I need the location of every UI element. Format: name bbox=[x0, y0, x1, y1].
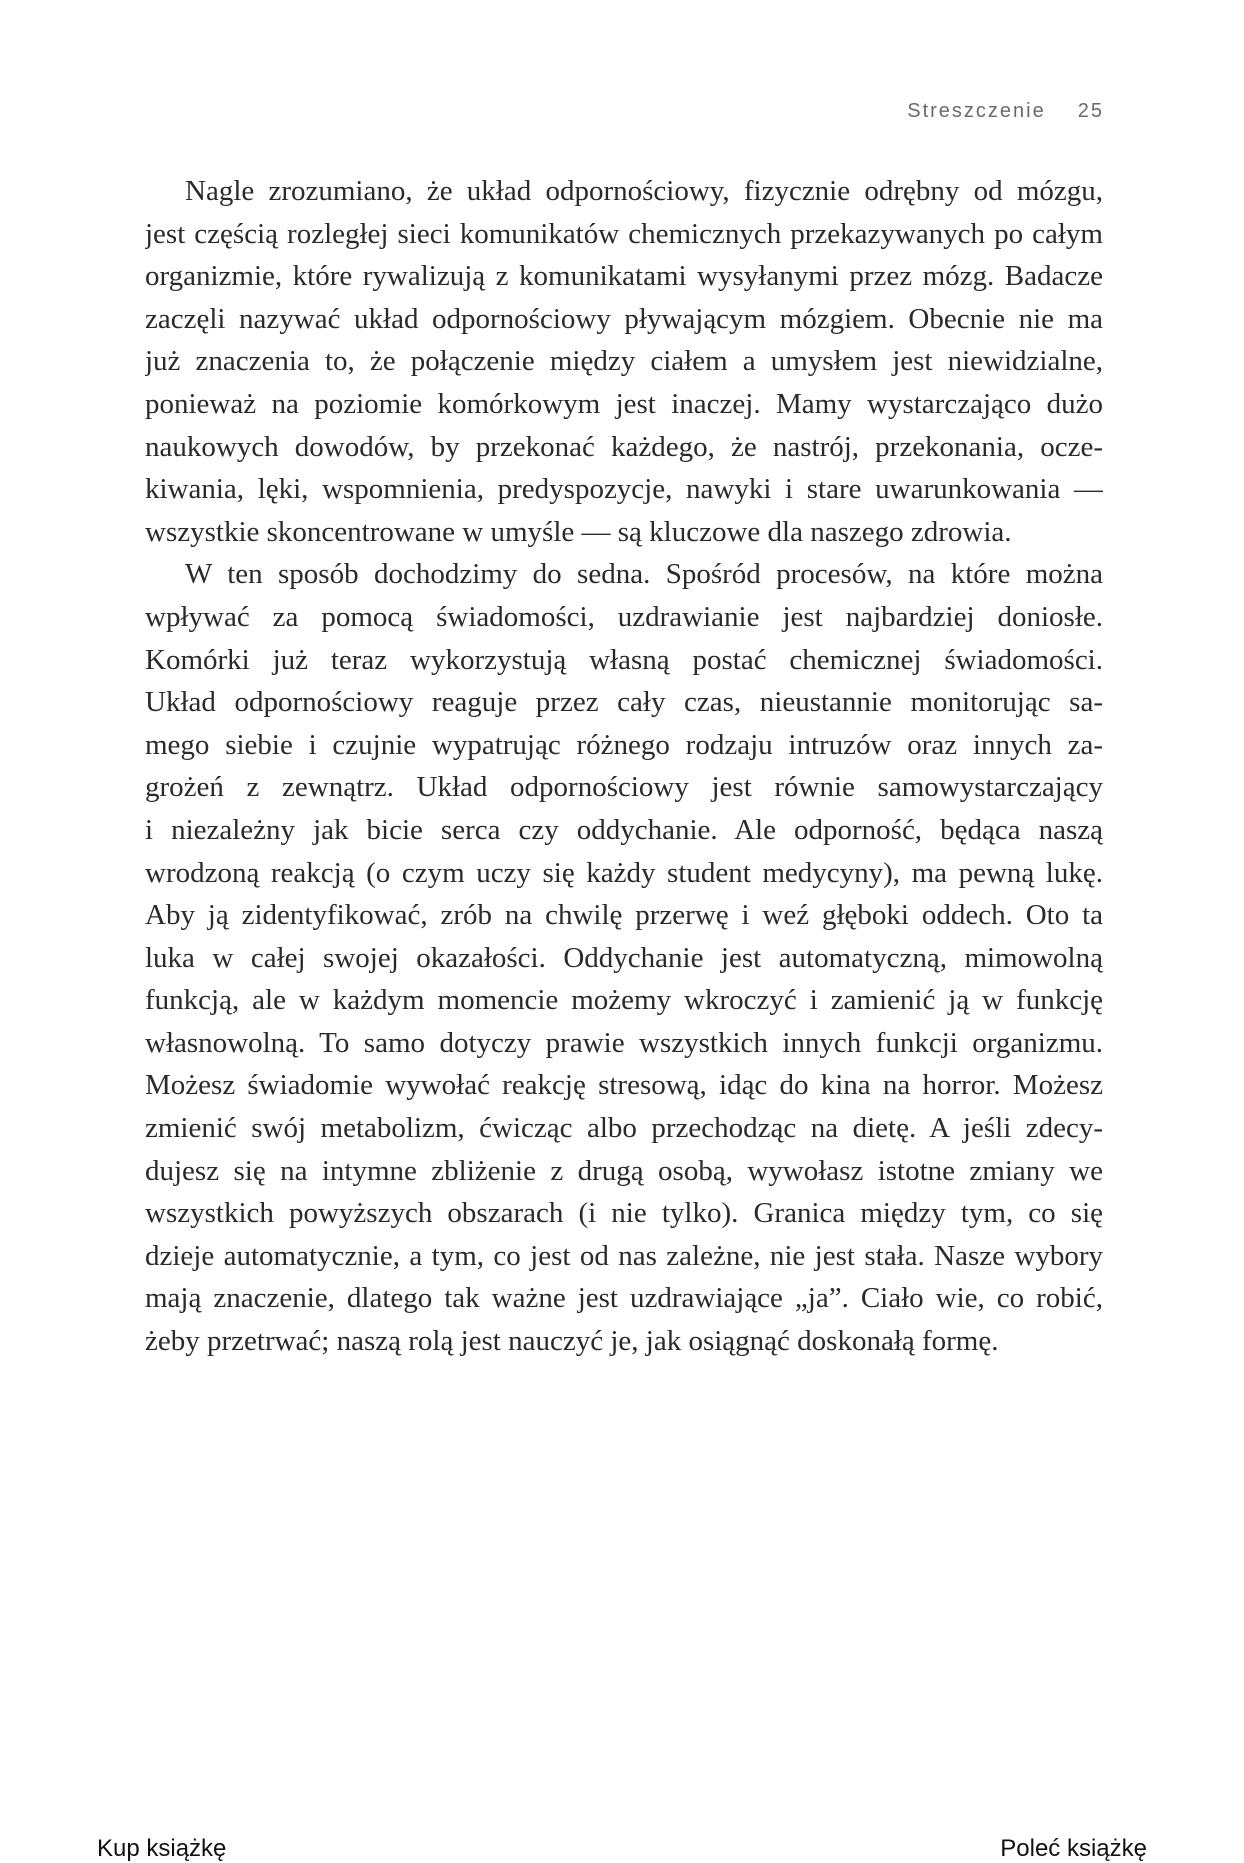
text-line: luka w całej swojej okazałości. Oddychanie jest automatyczną, mimowolną bbox=[145, 941, 1103, 974]
text-line: kiwania, lęki, wspomnienia, predyspozycje, nawyki i stare uwarunkowania — bbox=[145, 473, 1103, 506]
page-number: 25 bbox=[1077, 100, 1104, 122]
text-line: jest częścią rozległej sieci komunikatów chemicznych przekazywanych po całym bbox=[145, 217, 1103, 250]
paragraph-2 bbox=[145, 553, 1103, 1362]
text-line: W ten sposób dochodzimy do sedna. Spośród procesów, na które można bbox=[185, 558, 1103, 591]
text-line: dzieje automatycznie, a tym, co jest od nas zależne, nie jest stała. Nasze wybory bbox=[145, 1239, 1103, 1272]
text-line: wszystkich powyższych obszarach (i nie tylko). Granica między tym, co się bbox=[145, 1197, 1103, 1230]
text-line: zmienić swój metabolizm, ćwicząc albo przechodząc na dietę. A jeśli zdecy- bbox=[145, 1112, 1103, 1145]
recommend-book-link[interactable]: Poleć książkę bbox=[1000, 1835, 1147, 1862]
text-line: grożeń z zewnątrz. Układ odpornościowy jest równie samowystarczający bbox=[145, 771, 1103, 804]
text-line: zaczęli nazywać układ odpornościowy pływającym mózgiem. Obecnie nie ma bbox=[145, 302, 1103, 335]
text-line: własnowolną. To samo dotyczy prawie wszystkich innych funkcji organizmu. bbox=[145, 1026, 1103, 1059]
text-line: już znaczenia to, że połączenie między ciałem a umysłem jest niewidzialne, bbox=[145, 345, 1103, 378]
text-line: Nagle zrozumiano, że układ odpornościowy, fizycznie odrębny od mózgu, bbox=[185, 175, 1103, 207]
text-line: Komórki już teraz wykorzystują własną postać chemicznej świadomości. bbox=[145, 643, 1103, 676]
text-line: mego siebie i czujnie wypatrując różnego rodzaju intruzów oraz innych za- bbox=[145, 728, 1103, 761]
text-line: dujesz się na intymne zbliżenie z drugą osobą, wywołasz istotne zmiany we bbox=[145, 1154, 1103, 1187]
text-line: ponieważ na poziomie komórkowym jest inaczej. Mamy wystarczająco dużo bbox=[145, 387, 1103, 420]
text-line: Układ odpornościowy reaguje przez cały czas, nieustannie monitorując sa- bbox=[145, 686, 1103, 719]
text-line: Możesz świadomie wywołać reakcję stresową, idąc do kina na horror. Możesz bbox=[145, 1069, 1103, 1102]
buy-book-link[interactable]: Kup książkę bbox=[97, 1835, 227, 1862]
body-text bbox=[145, 170, 1103, 1363]
text-line: wszystkie skoncentrowane w umyśle — są kluczowe dla naszego zdrowia. bbox=[145, 515, 1012, 548]
text-line: funkcją, ale w każdym momencie możemy wkroczyć i zamienić ją w funkcję bbox=[145, 984, 1103, 1017]
text-line: i niezależny jak bicie serca czy oddychanie. Ale odporność, będąca naszą bbox=[145, 813, 1103, 846]
paragraph-1 bbox=[145, 170, 1103, 553]
section-title: Streszczenie bbox=[907, 100, 1046, 122]
text-line: wpływać za pomocą świadomości, uzdrawianie jest najbardziej doniosłe. bbox=[145, 600, 1103, 633]
text-line: Aby ją zidentyfikować, zrób na chwilę przerwę i weź głęboki oddech. Oto ta bbox=[145, 899, 1103, 932]
text-line: naukowych dowodów, by przekonać każdego, że nastrój, przekonania, ocze- bbox=[145, 430, 1103, 463]
text-line: mają znaczenie, dlatego tak ważne jest uzdrawiające „ja”. Ciało wie, co robić, bbox=[145, 1282, 1103, 1315]
text-line: żeby przetrwać; naszą rolą jest nauczyć je, jak osiągnąć doskonałą formę. bbox=[145, 1325, 999, 1358]
text-line: wrodzoną reakcją (o czym uczy się każdy student medycyny), ma pewną lukę. bbox=[145, 856, 1103, 889]
running-head bbox=[907, 100, 1104, 123]
text-line: organizmie, które rywalizują z komunikatami wysyłanymi przez mózg. Badacze bbox=[145, 260, 1103, 293]
